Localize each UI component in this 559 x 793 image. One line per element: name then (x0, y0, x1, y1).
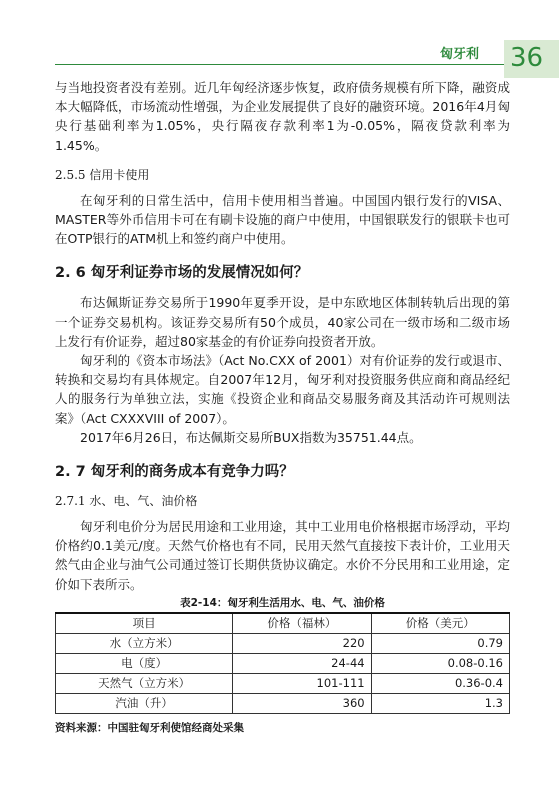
page-number: 36 (510, 43, 544, 73)
paragraph-securities-exchange: 布达佩斯证券交易所于1990年夏季开设，是中东欧地区体制转轨后出现的第一个证券交易机构。该证券交易所有50个成员，40家公司在一级市场和二级市场上发行有价证券，超过80家基金的有价证券向投资者开放。 (55, 295, 510, 349)
page-header (0, 0, 559, 78)
paragraph-bux-index: 2017年6月26日，布达佩斯交易所BUX指数为35751.44点。 (80, 429, 422, 445)
paragraph-credit-card: 在匈牙利的日常生活中，信用卡使用相当普遍。中国国内银行发行的VISA、MASTER等外币信用卡可在有刷卡设施的商户中使用，中国银联发行的银联卡也可在OTP银行的ATM机上和签约商户中使用。 (55, 192, 510, 247)
section-heading-utility-prices: 2.7.1 水、电、气、油价格 (55, 494, 198, 509)
table-header-row (56, 613, 510, 634)
page-body (55, 78, 510, 735)
table-row (56, 693, 510, 713)
table-cell-price-huf: 360 (233, 693, 371, 713)
table-header-item: 项目 (56, 613, 233, 634)
header-rule (55, 64, 504, 65)
section-heading-securities: 2. 6 匈牙利证券市场的发展情况如何？ (55, 265, 309, 282)
header-country-label: 匈牙利 (440, 47, 480, 62)
table-cell-item: 水（立方米） (56, 633, 233, 653)
table-caption: 表2-14：匈牙利生活用水、电、气、油价格 (180, 596, 385, 609)
table-row (56, 633, 510, 653)
table-row (56, 653, 510, 673)
table-cell-price-huf: 24-44 (233, 653, 371, 673)
table-cell-price-usd: 0.79 (371, 633, 509, 653)
paragraph-utility-prices: 匈牙利电价分为居民用途和工业用途，其中工业用电价格根据市场浮动，平均价格约0.1美元/度。天然气价格也有不同，民用天然气直接按下表计价，工业用天然气由企业与油气公司通过签订长期供货协议确定。水价不分民用和工业用途，定价如下表所示。 (55, 519, 510, 592)
table-cell-price-usd: 0.36-0.4 (371, 673, 509, 693)
paragraph-financing: 与当地投资者没有差别。近几年匈经济逐步恢复，政府债务规模有所下降，融资成本大幅降低，市场流动性增强，为企业发展提供了良好的融资环境。2016年4月匈央行基础利率为1.05%，央行隔夜存款利率1为-0.05%，隔夜贷款利率为1.45%。 (55, 80, 510, 153)
table-row (56, 673, 510, 693)
table-cell-price-huf: 220 (233, 633, 371, 653)
section-heading-credit-card: 2.5.5 信用卡使用 (55, 167, 150, 182)
table-cell-price-huf: 101-111 (233, 673, 371, 693)
table-cell-item: 汽油（升） (56, 693, 233, 713)
source-note: 资料来源：中国驻匈牙利使馆经商处采集 (55, 721, 244, 734)
table-cell-item: 天然气（立方米） (56, 673, 233, 693)
table-header-price-huf: 价格（福林） (233, 613, 371, 634)
paragraph-capital-market-law: 匈牙利的《资本市场法》（Act No.CXX of 2001）对有价证券的发行或退市、转换和交易均有具体规定。自2007年12月，匈牙利对投资服务供应商和商品经纪人的服务行为单独立法，实施《投资企业和商品交易服务商及其活动许可规则法案》（Act CXXXVIII of 2007）。 (55, 353, 510, 426)
table-header-price-usd: 价格（美元） (371, 613, 509, 634)
price-table (55, 612, 510, 714)
table-cell-price-usd: 1.3 (371, 693, 509, 713)
table-cell-price-usd: 0.08-0.16 (371, 653, 509, 673)
section-heading-business-cost: 2. 7 匈牙利的商务成本有竞争力吗？ (55, 464, 294, 481)
table-cell-item: 电（度） (56, 653, 233, 673)
